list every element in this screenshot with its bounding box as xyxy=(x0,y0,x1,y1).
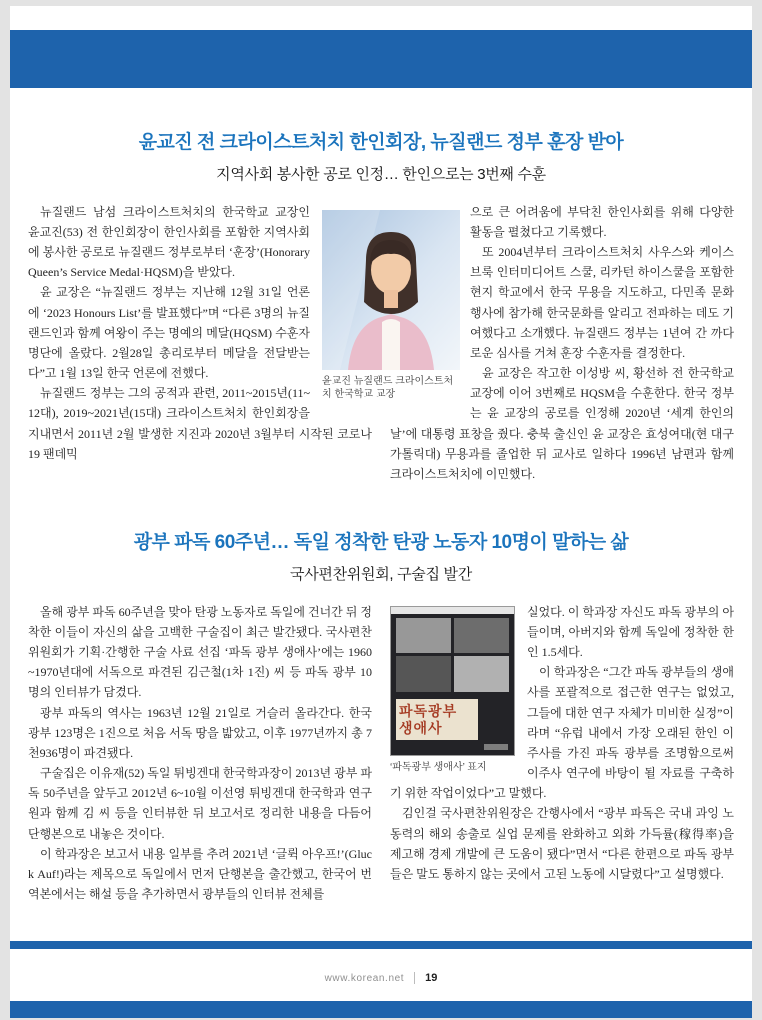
book-cover-title: 파독광부 생애사 xyxy=(396,699,478,741)
publisher-mark xyxy=(484,744,508,750)
body-paragraph: 구술집은 이유재(52) 독일 튀빙겐대 한국학과장이 2013년 광부 파독 50주년을 앞두고 2012년 6~10월 이선영 튀빙겐대 한국학과 연구원과 함께 김 씨 등을 인터뷰한 뒤 보고서로 정리한 내용을 다듬어 단행본으로 내놓은 것이다. xyxy=(28,766,372,841)
portrait-illustration xyxy=(322,210,460,370)
article2-right-column xyxy=(390,602,734,904)
body-paragraph: 으로 큰 어려움에 부닥친 한인사회를 위해 다양한 활동을 펼쳤다고 기록했다. xyxy=(470,204,734,239)
body-paragraph: 뉴질랜드 정부는 그의 공적과 관련, 2011~2015년(11~12대), 2019~2021년(15대) 크라이스트처치 한인회장을 지내면서 2011년 2월 발생한 지진과 2020년 3월부터 시작된 코로나19 팬데믹 xyxy=(28,386,372,461)
body-paragraph: 윤 교장은 작고한 이성방 씨, 황선하 전 한국학교 교장에 이어 3번째로 HQSM을 수훈한다. 한국 정부는 윤 교장의 공로를 인정해 2020년 ‘세계 한인의 날’에 대통령 표창을 줬다. 충북 출신인 윤 교장은 효성여대(현 대구가톨릭대) 무용과를 졸업한 뒤 교사로 일하다 1996년 남편과 함께 크라이스트처치에 이민했다. xyxy=(390,366,734,481)
body-paragraph: 광부 파독의 역사는 1963년 12월 21일로 거슬러 올라간다. 한국 광부 123명은 1진으로 처음 서독 땅을 밟았고, 이후 1977년까지 총 7천936명이 파견됐다. xyxy=(28,705,372,760)
website-label: www.korean.net xyxy=(324,972,405,984)
footer-rule-bar xyxy=(10,941,752,949)
book-cover-figure xyxy=(390,606,515,775)
body-paragraph: 윤 교장은 “뉴질랜드 정부는 지난해 12월 31일 언론에 ‘2023 Honours List’를 발표했다”며 “다른 3명의 뉴질랜드인과 함께 여왕이 주는 명예의 메달(HQSM) 수훈자 명단에 올랐다. 2월28일 총리로부터 메달을 전달받는다”고 1월 13일 한국 언론에 전했다. xyxy=(28,285,310,381)
cover-photo-tile xyxy=(454,656,509,692)
body-paragraph: 뉴질랜드 남섬 크라이스트처치의 한국학교 교장인 윤교진(53) 전 한인회장이 한인사회를 포함한 지역사회에 봉사한 공로로 뉴질랜드 정부로부터 ‘훈장’(Honorary Queen’s Service Medal·HQSM)을 받았다. xyxy=(28,204,310,280)
article2-left-column xyxy=(28,602,372,904)
article-miner-oral-history xyxy=(10,532,752,904)
article1-headline: 윤교진 전 크라이스트처치 한인회장, 뉴질랜드 정부 훈장 받아 xyxy=(138,132,624,153)
body-paragraph: 이 학과장은 “그간 파독 광부들의 생애사를 포괄적으로 접근한 연구는 없었고, 그들에 대한 연구 자체가 미비한 실정”이라며 “유럽 내에서 가장 오래된 한인 이주사를 가진 파독 광부를 조명함으로써 이주사 연구에 바탕이 될 자료를 구축하기 위한 작업이었다”고 말했다. xyxy=(390,665,734,801)
article2-subtitle: 국사편찬위원회, 구술집 발간 xyxy=(290,565,472,583)
bottom-banner-bar xyxy=(10,1001,752,1018)
body-paragraph: 김인걸 국사편찬위원장은 간행사에서 “광부 파독은 국내 과잉 노동력의 해외 송출로 실업 문제를 완화하고 외화 가득률(稼得率)을 제고해 경제 개발에 큰 도움이 됐다”면서 “다른 한편으로 파독 광부들은 말도 통하지 않는 곳에서 고된 노동에 시달렸다”고 설명했다. xyxy=(390,806,734,881)
body-paragraph: 실었다. 이 학과장 자신도 파독 광부의 아들이며, 아버지와 함께 독일에 정착한 한인 1.5세다. xyxy=(527,604,734,660)
body-paragraph: 또 2004년부터 크라이스트처치 사우스와 케이스브룩 인터미디어트 스쿨, 리카턴 하이스쿨을 포함한 현지 학교에서 한국 무용을 지도하고, 다민족 문화 행사에 참가해 한국문화를 알리고 전파하는 데도 기여했다고 소개했다. 뉴질랜드 정부는 1년여 간 까다로운 심사를 거쳐 훈장 수훈자를 결정한다. xyxy=(470,245,734,360)
article2-headline: 광부 파독 60주년… 독일 정착한 탄광 노동자 10명이 말하는 삶 xyxy=(133,531,629,553)
article1-subtitle: 지역사회 봉사한 공로 인정… 한인으로는 3번째 수훈 xyxy=(216,165,546,183)
article1-left-column xyxy=(28,202,372,484)
page-footer xyxy=(10,972,752,984)
body-paragraph: 올해 광부 파독 60주년을 맞아 탄광 노동자로 독일에 건너간 뒤 정착한 이들이 자신의 삶을 고백한 구술집이 최근 발간됐다. 국사편찬위원회가 기획·간행한 구술 사료 선집 ‘파독 광부 생애사’에는 1960~1970년대에 서독으로 파견된 김근철(1차 1진) 씨 등 파독 광부 10명의 인터뷰가 담겼다. xyxy=(28,604,372,700)
book-cover-header-strip xyxy=(391,607,514,614)
portrait-figure xyxy=(322,210,460,402)
footer-divider xyxy=(414,972,415,984)
page-number: 19 xyxy=(425,972,438,984)
book-cover-image xyxy=(390,606,515,756)
portrait-caption: 윤교진 뉴질랜드 크라이스트처치 한국학교 교장 xyxy=(322,375,454,401)
cover-photo-tile xyxy=(454,618,509,654)
portrait-photo xyxy=(322,210,460,370)
book-cover-photo-collage xyxy=(396,618,509,692)
article2-body xyxy=(10,602,752,904)
top-banner-bar xyxy=(10,30,752,88)
book-cover-caption: ‘파독광부 생애사’ 표지 xyxy=(390,761,487,773)
body-paragraph: 이 학과장은 보고서 내용 일부를 추려 2021년 ‘글뤽 아우프!’(Gluck Auf!)라는 제목으로 독일에서 먼저 단행본을 출간했고, 한국어 번역본에서는 해설 등을 추가하면서 광부들의 인터뷰 전체를 xyxy=(28,846,372,901)
cover-photo-tile xyxy=(396,618,451,654)
page-canvas xyxy=(10,6,752,1018)
article1-body xyxy=(10,202,752,484)
cover-photo-tile xyxy=(396,656,451,692)
article-honour-award xyxy=(10,132,752,484)
